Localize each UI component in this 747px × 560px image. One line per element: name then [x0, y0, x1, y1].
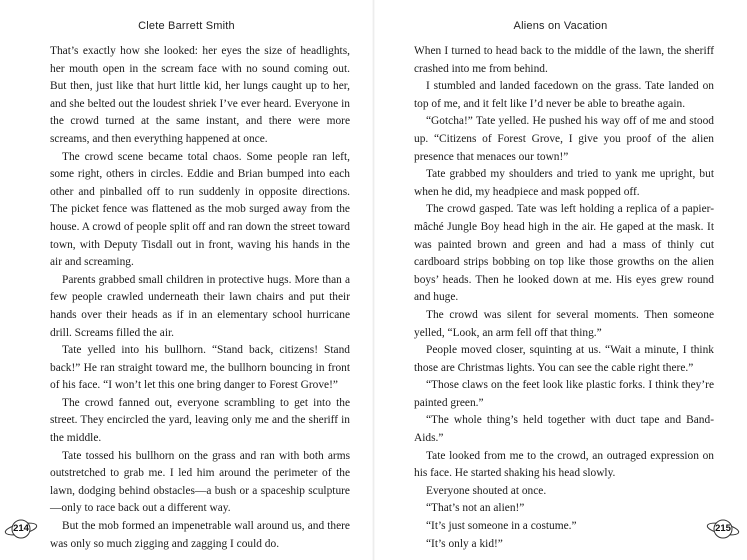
- left-page: [0, 0, 373, 560]
- paragraph: The crowd scene became total chaos. Some people ran left, some right, others in circles. Eddie and Brian bumped into each other and pinballed off to run suddenly in opposite directions. The picket fence was flattened as the mob surged away from the house. A crowd of people split off and ran down the street toward town, with Deputy Tisdall out in front, waving his hands in the air and screaming.: [50, 150, 350, 269]
- paragraph: I stumbled and landed facedown on the grass. Tate landed on top of me, and it felt like I’d never be able to breathe again.: [414, 80, 714, 110]
- paragraph: “It’s just someone in a costume.”: [426, 520, 577, 533]
- paragraph: “It’s only a kid!”: [426, 537, 503, 550]
- paragraph: The crowd fanned out, everyone scrambling to get into the street. They encircled the yard, leaving only me and the sheriff in the middle.: [50, 396, 350, 445]
- paragraph: But the mob formed an impenetrable wall around us, and there was only so much zigging and zagging I could do.: [50, 520, 350, 550]
- left-page-text: [50, 43, 350, 553]
- paragraph: The crowd was silent for several moments. Then someone yelled, “Look, an arm fell off that thing.”: [414, 308, 714, 339]
- paragraph: Tate tossed his bullhorn on the grass and ran with both arms outstretched to grab me. I led him around the perimeter of the lawn, dodging behind obstacles—a bush or a spaceship sculpture—only to race back out a different way.: [50, 449, 350, 515]
- paragraph: People moved closer, squinting at us. “Wait a minute, I think those are Christmas lights. You can see the cable right there.”: [414, 344, 714, 374]
- paragraph: Parents grabbed small children in protective hugs. More than a few people crawled underneath their lawn chairs and put their hands over their heads as if in an elementary school hurricane drill. Screams filled the air.: [50, 273, 350, 339]
- paragraph: “Those claws on the feet look like plastic forks. I think they’re painted green.”: [414, 379, 714, 409]
- running-head-author: Clete Barrett Smith: [138, 20, 235, 32]
- paragraph: When I turned to head back to the middle of the lawn, the sheriff crashed into me from behind.: [414, 45, 714, 75]
- paragraph: Tate grabbed my shoulders and tried to yank me upright, but when he did, my headpiece and mask popped off.: [414, 168, 714, 198]
- running-head-title: Aliens on Vacation: [513, 20, 608, 32]
- right-page: [374, 0, 747, 560]
- paragraph: Tate yelled into his bullhorn. “Stand back, citizens! Stand back!” He ran straight toward me, the bullhorn bouncing in front of his face. “I won’t let this one bring danger to Forest Grove!”: [50, 344, 350, 392]
- paragraph: “Gotcha!” Tate yelled. He pushed his way off of me and stood up. “Citizens of Forest Grove, I give you proof of the alien presence that menaces our town!”: [414, 115, 714, 163]
- paragraph: Everyone shouted at once.: [426, 484, 547, 497]
- right-page-text: [414, 43, 714, 553]
- page-number-badge: [4, 517, 38, 541]
- page-number: 215: [715, 523, 731, 534]
- page-number-badge: [706, 517, 740, 541]
- paragraph: That’s exactly how she looked: her eyes the size of headlights, her mouth open in the scream face with no sound coming out. But then, just like that hurt little kid, her lungs caught up to her, and she belted out the loudest shriek I’ve ever heard. Everyone in the crowd turned at the same instant, and there were more screams, and then everything happened at once.: [50, 45, 350, 145]
- page-number: 214: [13, 523, 29, 534]
- paragraph: The crowd gasped. Tate was left holding a replica of a papier-mâché Jungle Boy head high in the air. He gaped at the mask. It was painted brown and green and had a mass of thinly cut cardboard strips bobbing on top like those growths on the alien boys’ heads. Then he looked down at me. His eyes grew round and huge.: [414, 203, 714, 304]
- paragraph: Tate looked from me to the crowd, an outraged expression on his face. He started shaking his head slowly.: [414, 449, 714, 480]
- paragraph: “The whole thing’s held together with duct tape and Band-Aids.”: [414, 414, 714, 445]
- paragraph: “That’s not an alien!”: [426, 502, 525, 515]
